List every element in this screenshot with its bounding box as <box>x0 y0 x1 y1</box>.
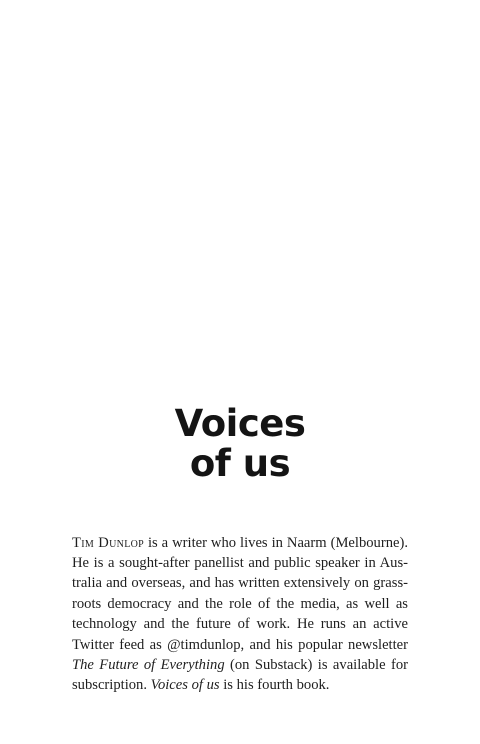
author-name: Tim Dunlop <box>72 534 144 551</box>
newsletter-title: The Future of Everything <box>72 657 225 674</box>
bio-text-part-2: (on Substack) is available for subscription. <box>72 657 408 694</box>
book-title-reference: Voices of us <box>150 677 220 694</box>
book-title-line-1: Voices <box>174 402 306 445</box>
book-title-line-2: of us <box>189 442 291 485</box>
book-title <box>0 404 480 484</box>
author-bio <box>72 533 408 696</box>
bio-text-part-3: is his fourth book. <box>219 677 330 694</box>
bio-text-part-1: is a writer who lives in Naarm (Melbourne). He is a sought-after panellist and public speaker in Australia and overseas, and has written extensively on grassroots democracy and the role of the media, as well as technology and the future of work. He runs an active Twitter feed as @timdunlop, and his popular newsletter <box>72 534 408 653</box>
